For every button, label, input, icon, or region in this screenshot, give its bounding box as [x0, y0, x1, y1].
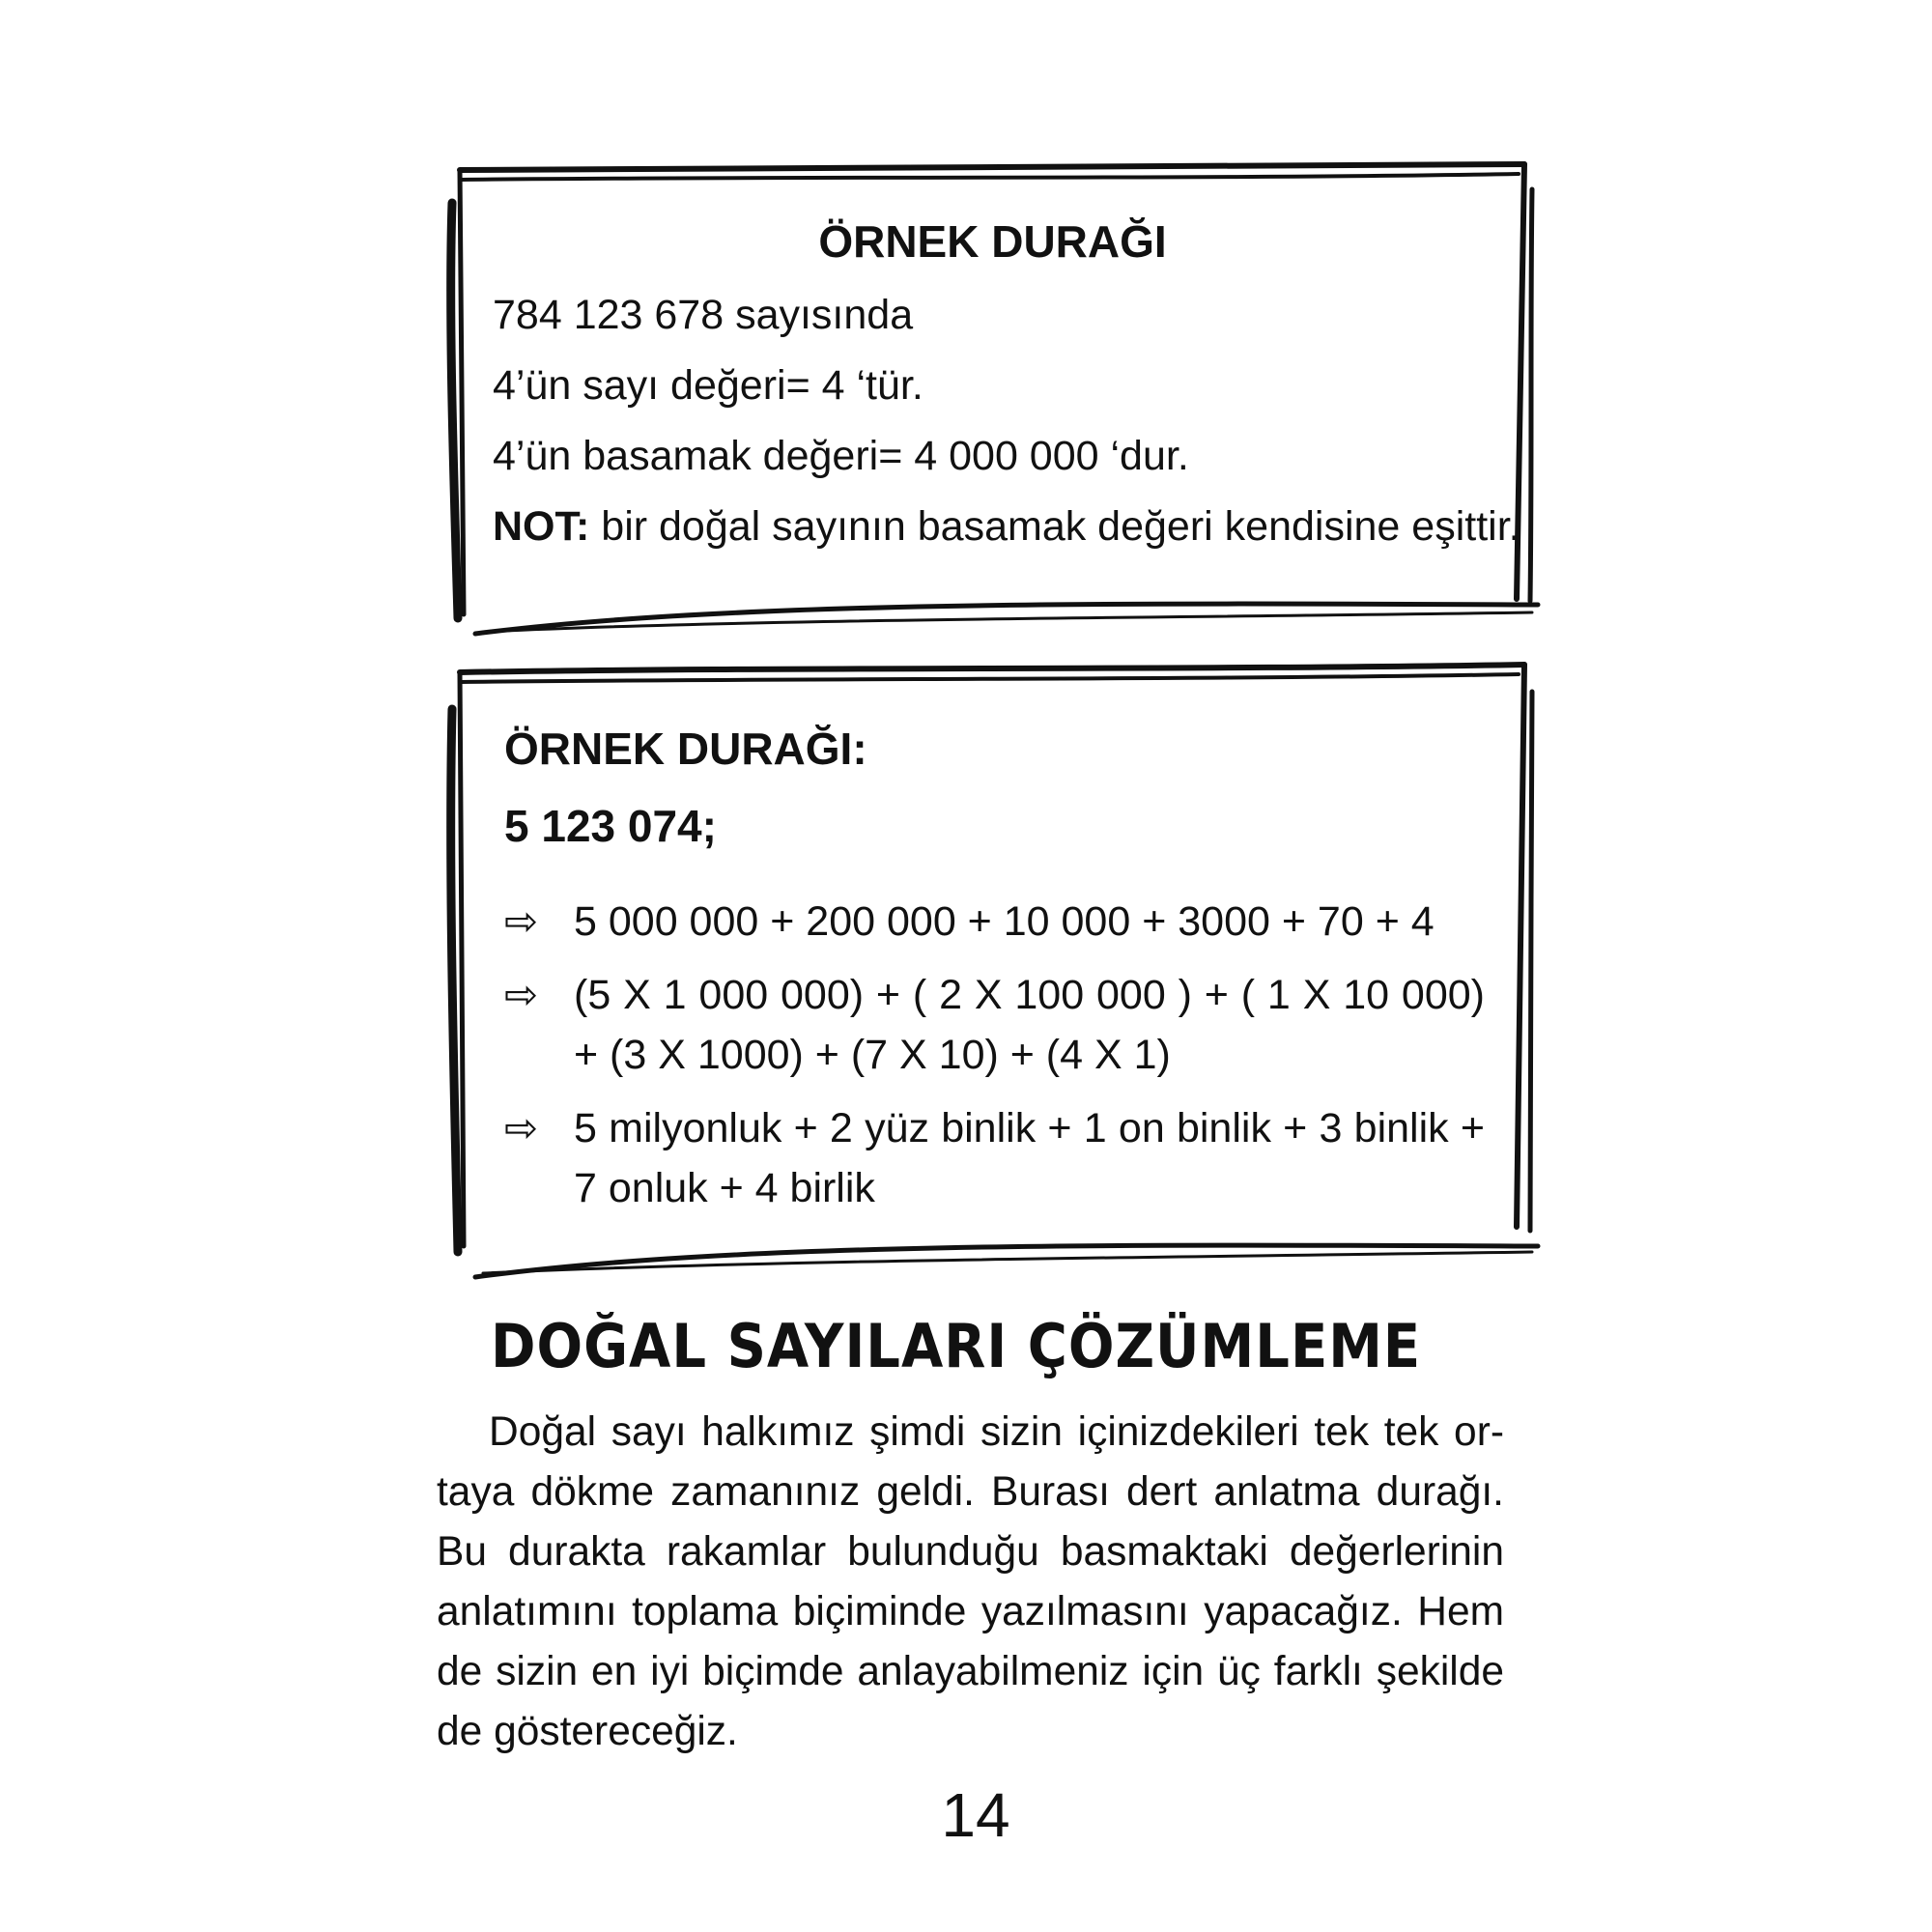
example-box-1-line-2: 4’ün sayı değeri= 4 ‘tür. [493, 362, 923, 409]
example-box-1 [493, 213, 1520, 562]
example-box-2 [504, 720, 1494, 1232]
arrow-right-icon: ⇨ [504, 972, 539, 1017]
note-label: NOT: [493, 503, 590, 550]
example-box-1-line-3: 4’ün basamak değeri= 4 000 000 ‘dur. [493, 433, 1189, 479]
list-item [504, 965, 1494, 1085]
list-item-text: 5 000 000 + 200 000 + 10 000 + 3000 + 70 + 4 [574, 898, 1435, 945]
list-item [504, 1098, 1494, 1218]
arrow-right-icon: ⇨ [504, 898, 539, 944]
section-heading: DOĞAL SAYILARI ÇÖZÜMLEME [491, 1312, 1422, 1382]
list-item [504, 892, 1494, 952]
page-number: 14 [941, 1780, 1010, 1850]
example-box-2-title: ÖRNEK DURAĞI: [504, 724, 867, 774]
arrow-right-icon: ⇨ [504, 1105, 539, 1151]
list-item-text: (5 X 1 000 000) + ( 2 X 100 000 ) + ( 1 X 10 000) + (3 X 1000) + (7 X 10) + (4 X 1) [574, 972, 1485, 1078]
example-box-1-title: ÖRNEK DURAĞI [818, 216, 1167, 267]
example-box-1-line-1: 784 123 678 sayısında [493, 292, 914, 338]
list-item-text: 5 milyonluk + 2 yüz binlik + 1 on binlik + 3 binlik + 7 onluk + 4 birlik [574, 1105, 1485, 1211]
example-box-1-note [493, 492, 1520, 562]
note-text: bir doğal sayının basamak değeri kendisine eşittir. [589, 503, 1520, 550]
example-number: 5 123 074; [504, 801, 717, 851]
body-paragraph: Doğal sayı halkımız şimdi sizin içinizdekileri tek tek or-taya dökme zamanınız geldi. Burası dert anlatma durağı. Bu durakta rakamlar bulunduğu basmaktaki değerlerinin anlatımını toplama biçiminde yazılmasını yapacağız. Hem de sizin en iyi biçimde anlayabilmeniz için üç farklı şekilde de göstereceğiz. [437, 1409, 1504, 1754]
